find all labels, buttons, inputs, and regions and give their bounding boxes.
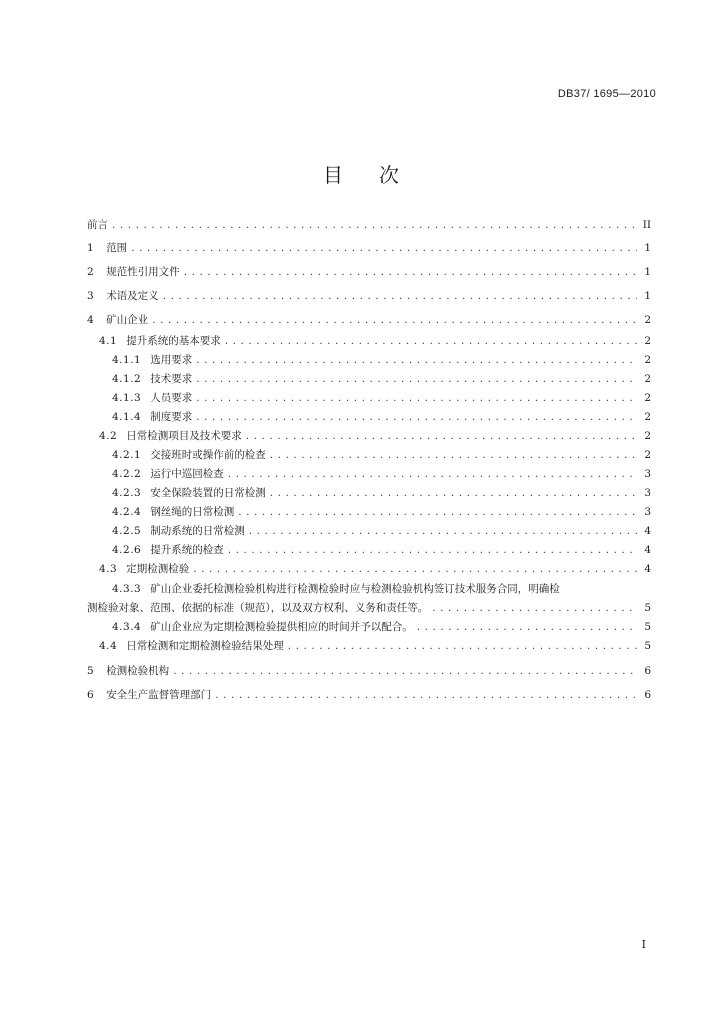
toc-entry-label: 定期检测检验 — [126, 563, 190, 576]
toc-entry-number: 4.2.3 — [112, 487, 142, 500]
toc-entry-page: 1 — [644, 266, 651, 278]
toc-entry[interactable] — [87, 236, 651, 260]
toc-entry-number: 4.2.1 — [112, 449, 142, 462]
toc-entry-label: 日常检测项目及技术要求 — [126, 430, 242, 443]
toc-entry-number: 4.2.5 — [112, 525, 142, 538]
toc-dot-leader — [270, 484, 637, 503]
toc-entry[interactable] — [87, 332, 651, 351]
toc-entry-label: 提升系统的检查 — [150, 544, 224, 557]
toc-entry-label: 安全生产监督管理部门 — [106, 688, 212, 701]
toc-dot-leader — [184, 260, 637, 284]
toc-entry-page: 2 — [644, 335, 651, 347]
toc-entry[interactable] — [87, 389, 651, 408]
toc-entry-page: 5 — [644, 601, 651, 614]
toc-dot-leader — [228, 465, 637, 484]
toc-dot-leader — [215, 683, 637, 707]
toc-entry[interactable] — [87, 214, 651, 236]
toc-entry-number: 4.3.4 — [112, 620, 142, 633]
toc-title-part1: 目 — [323, 163, 345, 187]
toc-entry-number: 4.2 — [99, 430, 118, 443]
toc-entry[interactable] — [87, 659, 651, 683]
toc-entry-page: II — [642, 219, 651, 231]
toc-dot-leader — [249, 522, 637, 541]
toc-entry-label: 范围 — [106, 242, 128, 254]
toc-entry-label: 交接班时或操作前的检查 — [150, 449, 266, 462]
toc-entry-number: 4.2.2 — [112, 468, 142, 481]
toc-entry-number: 4.3 — [99, 563, 118, 576]
toc-dot-leader — [288, 637, 637, 656]
toc-entry-label: 术语及定义 — [106, 290, 159, 302]
toc-entry-number: 4.1.2 — [112, 373, 142, 386]
toc-entry[interactable] — [87, 484, 651, 503]
document-id: DB37/ 1695—2010 — [557, 88, 656, 100]
toc-entry-page: 1 — [644, 290, 651, 302]
toc-dot-leader — [228, 541, 637, 560]
toc-entry-label: 提升系统的基本要求 — [126, 335, 221, 347]
toc-entry-page: 2 — [644, 373, 651, 386]
toc-dot-leader — [270, 446, 637, 465]
toc-entry[interactable] — [87, 427, 651, 446]
toc-dot-leader — [432, 599, 637, 618]
toc-entry-label: 前言 — [87, 219, 108, 231]
toc-entry[interactable] — [87, 351, 651, 370]
toc-entry-label: 矿山企业应为定期检测检验提供相应的时间并予以配合。 — [150, 620, 413, 633]
toc-entry-page: 2 — [644, 430, 651, 443]
toc-entry-label: 钢丝绳的日常检测 — [150, 506, 235, 519]
toc-entry-number: 4 — [87, 314, 95, 326]
toc-entry[interactable] — [87, 560, 651, 579]
toc-entry[interactable] — [87, 408, 651, 427]
toc-entry[interactable] — [87, 618, 651, 637]
toc-entry-label: 运行中巡回检查 — [150, 468, 224, 481]
toc-entry-number: 4.3.3 — [112, 582, 142, 595]
toc-entry-page: 2 — [644, 411, 651, 424]
toc-entry-label: 技术要求 — [150, 373, 193, 386]
toc-entry-page: 4 — [644, 544, 651, 557]
toc-entry-page: 6 — [644, 688, 651, 701]
toc-dot-leader — [238, 503, 637, 522]
toc-entry-number: 6 — [87, 688, 95, 701]
toc-entry-number: 3 — [87, 290, 95, 302]
toc-entry-number: 4.1.3 — [112, 392, 142, 405]
toc-dot-leader — [131, 236, 637, 260]
toc-title — [0, 159, 724, 188]
toc-entry-page: 4 — [644, 563, 651, 576]
toc-entry-page: 2 — [644, 449, 651, 462]
toc-entry-wrapped[interactable] — [87, 580, 651, 618]
toc-entry-label-line2: 测检验对象、范围、依据的标准（规范），以及双方权利、义务和责任等。 — [87, 601, 429, 614]
toc-entry-page: 2 — [644, 354, 651, 367]
toc-dot-leader — [112, 214, 637, 236]
toc-entry-page: 5 — [644, 620, 651, 633]
toc-entry-page: 2 — [644, 314, 651, 326]
toc-entry-number: 5 — [87, 664, 95, 677]
toc-entry-page: 5 — [644, 639, 651, 652]
toc-entry-number: 4.2.6 — [112, 544, 142, 557]
toc-entry-number: 4.2.4 — [112, 506, 142, 519]
toc-entry-number: 4.1.4 — [112, 411, 142, 424]
toc-entry[interactable] — [87, 446, 651, 465]
toc-dot-leader — [417, 618, 637, 637]
toc-entry[interactable] — [87, 683, 651, 707]
toc-entry-number: 4.4 — [99, 639, 118, 652]
footer-page-number: I — [641, 938, 646, 951]
toc-entry-label: 人员要求 — [150, 392, 193, 405]
toc-entry[interactable] — [87, 503, 651, 522]
toc-entry-label: 制动系统的日常检测 — [150, 525, 245, 538]
toc-entry-number: 1 — [87, 242, 95, 254]
table-of-contents — [87, 214, 651, 707]
toc-dot-leader — [173, 659, 637, 683]
toc-entry[interactable] — [87, 260, 651, 284]
toc-entry[interactable] — [87, 522, 651, 541]
toc-entry[interactable] — [87, 308, 651, 332]
toc-entry-page: 2 — [644, 392, 651, 405]
toc-dot-leader — [225, 332, 637, 351]
toc-dot-leader — [196, 408, 637, 427]
toc-entry-label: 选用要求 — [150, 354, 193, 367]
toc-dot-leader — [193, 560, 637, 579]
toc-entry-label: 制度要求 — [150, 411, 193, 424]
toc-entry[interactable] — [87, 370, 651, 389]
toc-dot-leader — [196, 351, 637, 370]
toc-dot-leader — [196, 370, 637, 389]
toc-dot-leader — [163, 284, 637, 308]
toc-entry-page: 3 — [644, 506, 651, 519]
toc-entry[interactable] — [87, 284, 651, 308]
toc-entry-label: 日常检测和定期检测检验结果处理 — [126, 639, 284, 652]
toc-dot-leader — [152, 308, 637, 332]
toc-entry-page: 6 — [644, 664, 651, 677]
toc-entry-number: 4.1.1 — [112, 354, 142, 367]
toc-entry-number: 2 — [87, 266, 95, 278]
toc-entry-label: 规范性引用文件 — [106, 266, 180, 278]
toc-entry-label: 矿山企业 — [106, 314, 149, 326]
toc-entry-label: 检测检验机构 — [106, 664, 170, 677]
toc-entry-page: 4 — [644, 525, 651, 538]
toc-dot-leader — [246, 427, 637, 446]
toc-entry-page: 3 — [644, 487, 651, 500]
toc-entry-label-line1: 矿山企业委托检测检验机构进行检测检验时应与检测检验机构签订技术服务合同，明确检 — [150, 582, 560, 595]
toc-entry-page: 3 — [644, 468, 651, 481]
toc-entry[interactable] — [87, 465, 651, 484]
toc-entry-label: 安全保险装置的日常检测 — [150, 487, 266, 500]
toc-title-part2: 次 — [379, 163, 401, 187]
toc-entry-page: 1 — [644, 242, 651, 254]
toc-entry[interactable] — [87, 541, 651, 560]
toc-dot-leader — [196, 389, 637, 408]
toc-entry[interactable] — [87, 637, 651, 656]
toc-entry-number: 4.1 — [99, 335, 118, 347]
